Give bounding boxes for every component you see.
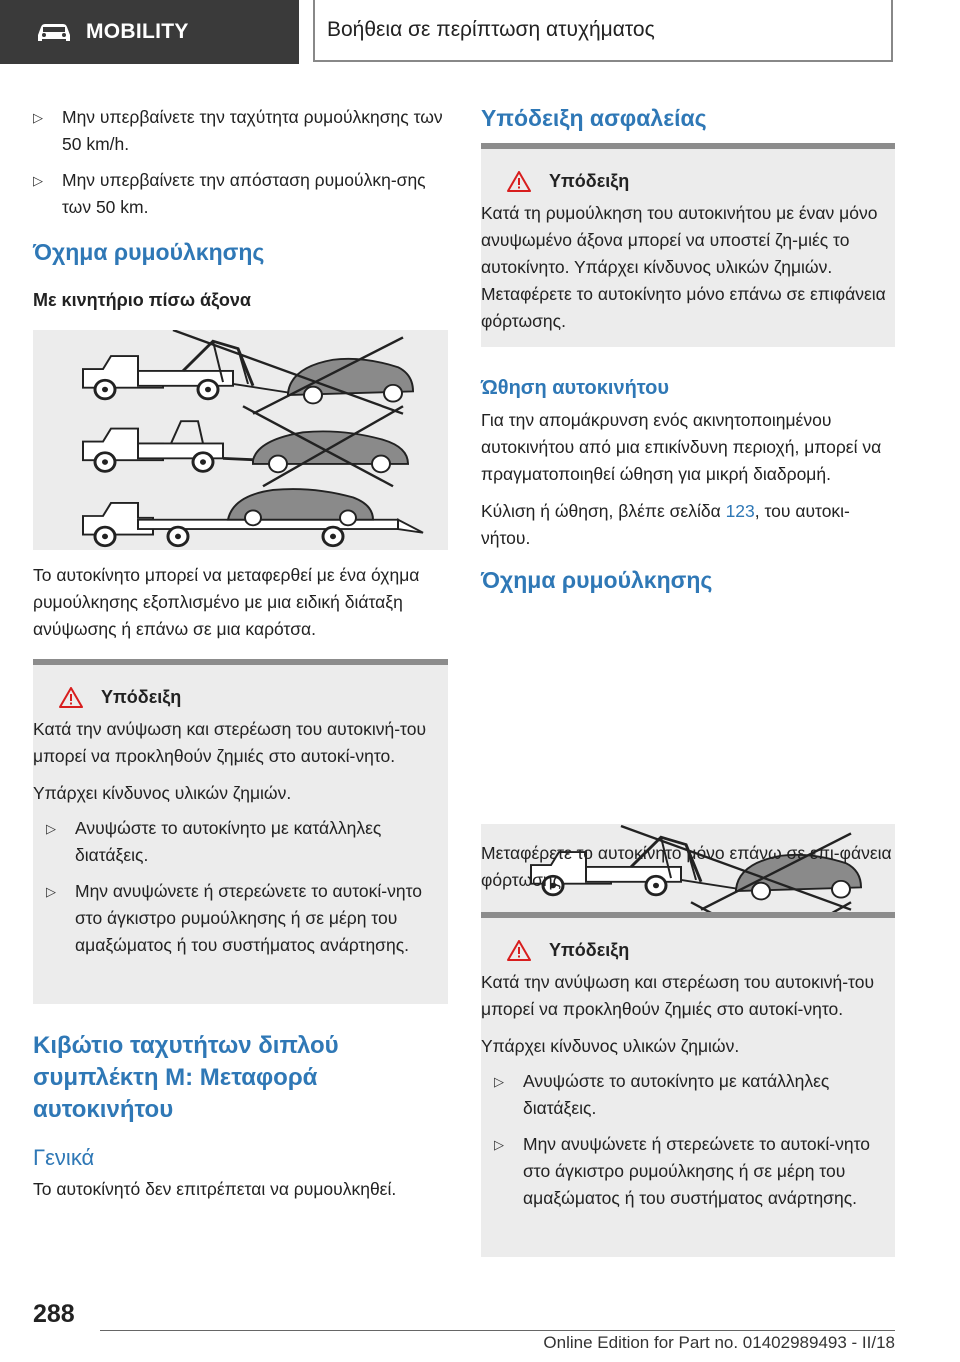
bullet-item: ▷ Ανυψώστε το αυτοκίνητο με κατάλληλες διατάξεις. [494,1068,895,1122]
illustration-caption: Μεταφέρετε το αυτοκίνητο μόνο επάνω σε επι-φάνεια φόρτωσης. [481,843,892,890]
heading-safety-note: Υπόδειξη ασφαλείας [481,105,707,131]
heading-gearbox-transport: Κιβώτιο ταχυτήτων διπλού συμπλέκτη M: Μεταφορά αυτοκινήτου [33,1032,339,1123]
note-text: Κατά τη ρυμούλκηση του αυτοκινήτου με έναν μόνο ανυψωμένο άξονα μπορεί να υποστεί ζη-μιές το αυτοκίνητο. Υπάρχει κίνδυνος υλικών ζημιών. Μεταφέρετε το αυτοκίνητο μόνο επάνω σε επιφάνεια φόρτωσης. [481,203,886,331]
general-text: Το αυτοκίνητό δεν επιτρέπεται να ρυμουλκηθεί. [33,1179,397,1199]
illustration-caption: Το αυτοκίνητο μπορεί να μεταφερθεί με ένα όχημα ρυμούλκησης εξοπλισμένο με μια ειδική διάταξη ανύψωσης ή επάνω σε μια καρότσα. [33,565,420,639]
edition-text: Online Edition for Part no. 01402989493 - II/18 [543,1333,895,1352]
triangle-bullet-icon: ▷ [46,821,56,836]
page-reference-link[interactable]: 123 [725,501,755,521]
note-box-lifting [33,659,448,1004]
heading-tow-vehicle: Όχημα ρυμούλκησης [33,239,265,265]
note-title: Υπόδειξη [101,687,182,707]
note-title: Υπόδειξη [549,940,630,960]
warning-icon [59,687,83,708]
note-box-lifting [481,912,895,1257]
car-icon [36,21,72,43]
bullet-item: ▷ Μην υπερβαίνετε την απόσταση ρυμούλκη-σης των 50 km. [33,167,448,221]
towing-illustration [33,330,448,550]
warning-icon [507,171,531,192]
warning-icon [507,940,531,961]
note-text: Κατά την ανύψωση και στερέωση του αυτοκινή-του μπορεί να προκληθούν ζημιές στο αυτοκί-νητο. [481,972,875,1019]
triangle-bullet-icon: ▷ [494,1137,504,1152]
page-number: 288 [33,1300,75,1328]
note-box-single-axle [481,143,895,347]
bullet-item: ▷ Μην υπερβαίνετε την ταχύτητα ρυμούλκησης των 50 km/h. [33,104,448,158]
bullet-list-top [33,104,448,221]
triangle-bullet-icon: ▷ [46,884,56,899]
bullet-item: ▷ Μην ανυψώνετε ή στερεώνετε το αυτοκί-νητο στο άγκιστρο ρυμούλκησης ή σε μέρη του αμαξώματος ή του συστήματος ανάρτησης. [494,1131,895,1212]
note-text: Υπάρχει κίνδυνος υλικών ζημιών. [33,783,292,803]
footer-divider [100,1330,895,1331]
triangle-bullet-icon: ▷ [33,110,43,125]
push-text: Για την απομάκρυνση ενός ακινητοποιημένου αυτοκινήτου από μια επικίνδυνη περιοχή, μπορεί να πραγματοποιηθεί ώθηση για μικρή διαδρομή. Κύλιση ή ώθηση, βλέπε σελίδα 123, του αυτοκι-νήτου. [481,410,882,548]
chapter-title: Βοήθεια σε περίπτωση ατυχήματος [313,0,893,62]
note-text: Κατά την ανύψωση και στερέωση του αυτοκινή-του μπορεί να προκληθούν ζημιές στο αυτοκί-νητο. [33,719,427,766]
tow-truck-diagram [33,330,448,550]
heading-general: Γενικά [33,1145,95,1170]
subheading-rear-axle: Με κινητήριο πίσω άξονα [33,290,251,310]
heading-push-vehicle: Ώθηση αυτοκινήτου [481,377,670,399]
note-text: Υπάρχει κίνδυνος υλικών ζημιών. [481,1036,740,1056]
section-label: MOBILITY [86,20,189,43]
triangle-bullet-icon: ▷ [33,173,43,188]
heading-tow-vehicle: Όχημα ρυμούλκησης [481,567,713,593]
bullet-item: ▷ Ανυψώστε το αυτοκίνητο με κατάλληλες διατάξεις. [46,815,448,869]
note-title: Υπόδειξη [549,171,630,191]
triangle-bullet-icon: ▷ [494,1074,504,1089]
bullet-item: ▷ Μην ανυψώνετε ή στερεώνετε το αυτοκί-νητο στο άγκιστρο ρυμούλκησης ή σε μέρη του αμαξώματος ή του συστήματος ανάρτησης. [46,878,448,959]
header-section-tab [0,0,299,64]
